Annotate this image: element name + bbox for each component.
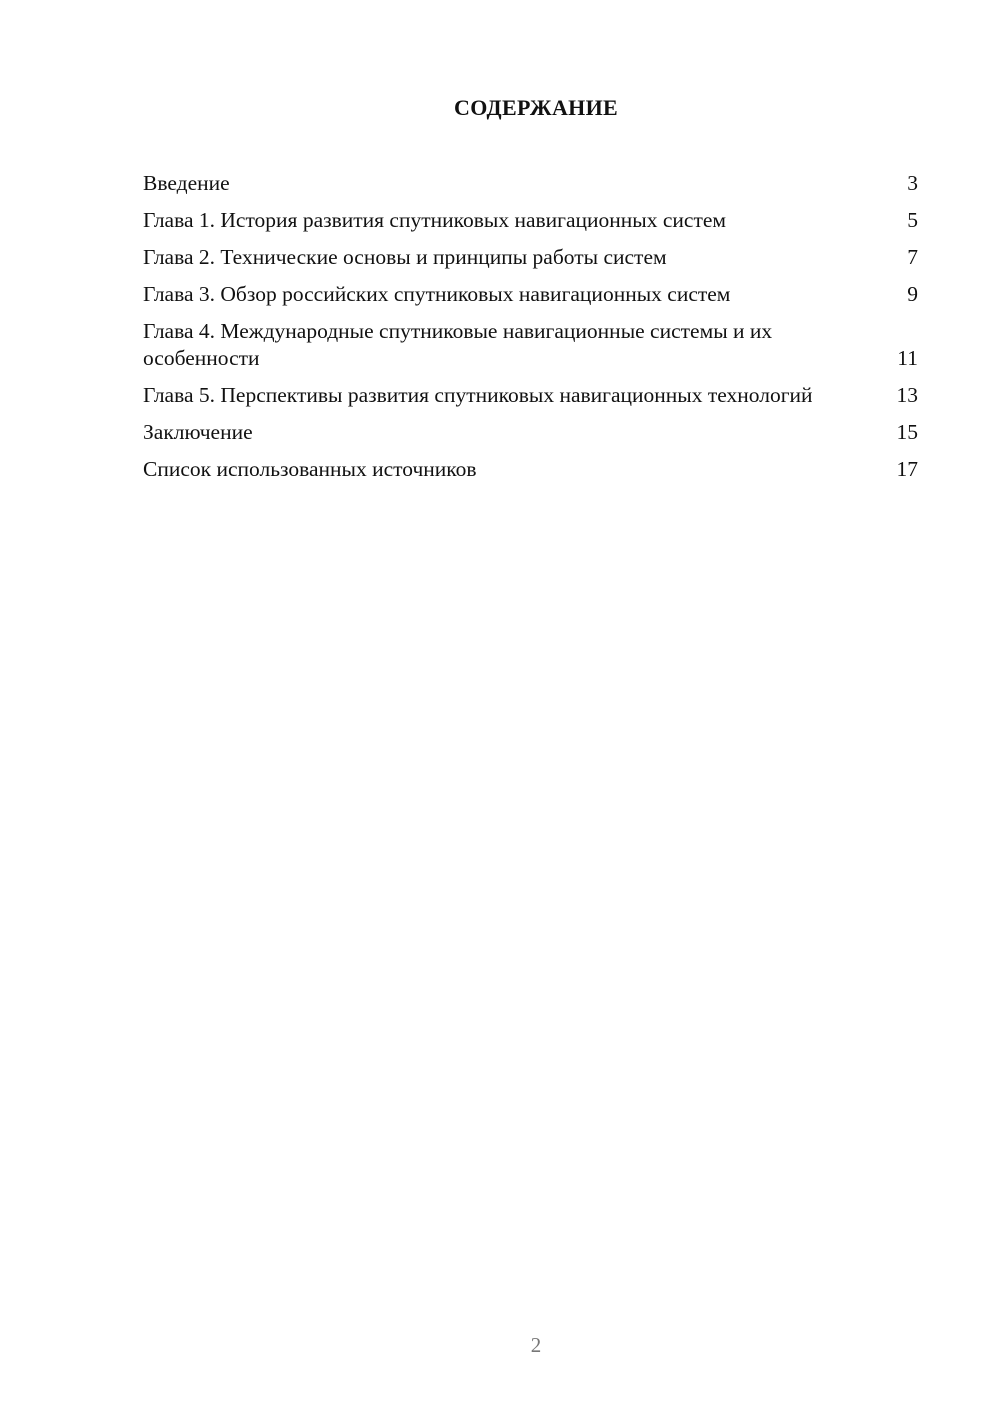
toc-entry-chapter-1[interactable] (143, 207, 918, 234)
toc-entry-page: 3 (907, 171, 918, 195)
table-of-contents (143, 170, 918, 493)
toc-entry-title: Глава 3. Обзор российских спутниковых навигационных систем (143, 282, 731, 306)
toc-entry-page: 9 (907, 282, 918, 306)
toc-entry-page: 11 (897, 346, 918, 370)
toc-entry-page: 13 (896, 383, 918, 407)
page-title: СОДЕРЖАНИЕ (454, 95, 618, 120)
page-number: 2 (530, 1333, 542, 1357)
toc-entry-title: Заключение (143, 420, 253, 444)
toc-entry-title: Глава 2. Технические основы и принципы работы систем (143, 245, 667, 269)
toc-entry-chapter-4[interactable] (143, 318, 918, 372)
toc-entry-introduction[interactable] (143, 170, 918, 197)
toc-entry-chapter-2[interactable] (143, 244, 918, 271)
toc-entry-page: 5 (907, 208, 918, 232)
toc-entry-conclusion[interactable] (143, 419, 918, 446)
toc-entry-title: Глава 5. Перспективы развития спутниковых навигационных технологий (143, 383, 813, 407)
toc-entry-chapter-3[interactable] (143, 281, 918, 308)
toc-entry-page: 15 (896, 420, 918, 444)
toc-entry-references[interactable] (143, 456, 918, 483)
toc-entry-chapter-5[interactable] (143, 382, 918, 409)
toc-entry-title: Введение (143, 171, 230, 195)
toc-entry-page: 17 (896, 457, 918, 481)
toc-entry-title: Глава 1. История развития спутниковых навигационных систем (143, 208, 727, 232)
toc-entry-page: 7 (907, 245, 918, 269)
toc-entry-title: Глава 4. Международные спутниковые навигационные системы и их особенности (143, 319, 773, 370)
toc-entry-title: Список использованных источников (143, 457, 477, 481)
